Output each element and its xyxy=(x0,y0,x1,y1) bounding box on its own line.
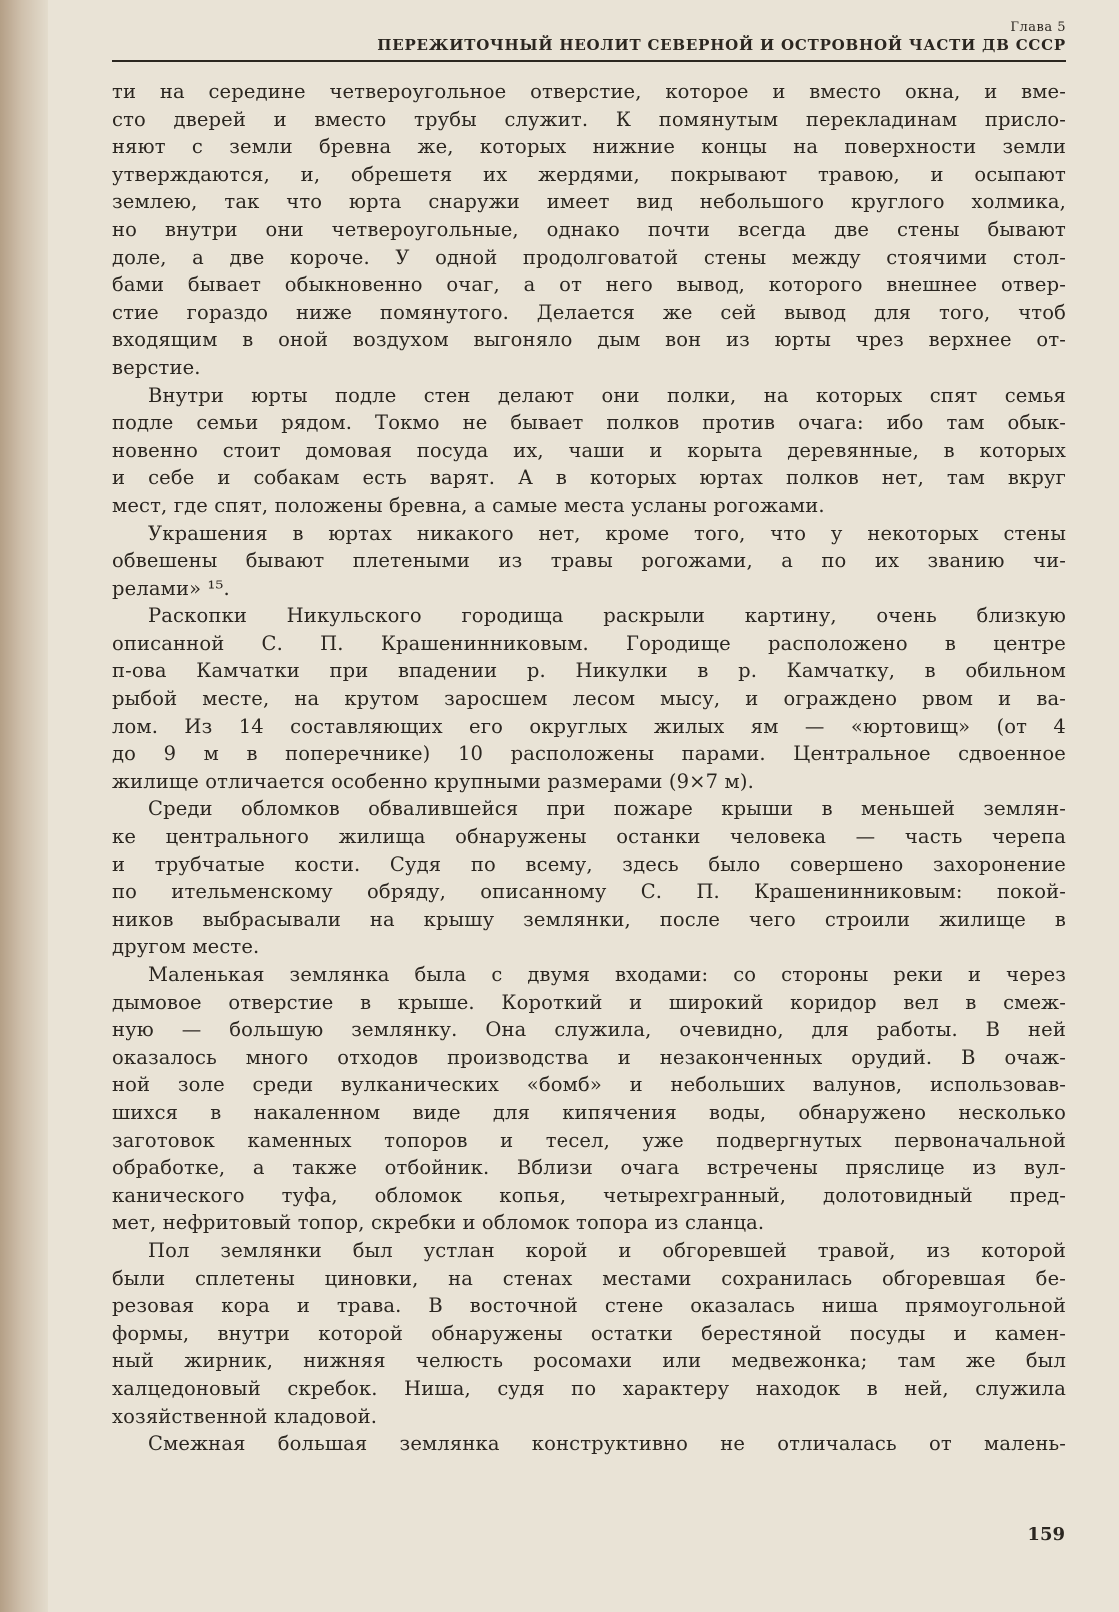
text-line: лом. Из 14 составляющих его округлых жилых ям — «юртовищ» (от 4 xyxy=(112,714,1066,738)
text-line: релами» ¹⁵. xyxy=(112,576,230,600)
text-line: описанной С. П. Крашенинниковым. Городище расположено в центре xyxy=(112,631,1066,655)
text-line: и себе и собакам есть варят. А в которых юртах полков нет, там вкруг xyxy=(112,466,1066,490)
text-line: обвешены бывают плетеными из травы рогожами, а по их званию чи- xyxy=(112,549,1066,573)
text-line: няют с земли бревна же, которых нижние концы на поверхности земли xyxy=(112,135,1066,159)
text-line: сто дверей и вместо трубы служит. К помянутым перекладинам присло- xyxy=(112,107,1066,131)
text-line: бами бывает обыкновенно очаг, а от него вывод, которого внешнее отвер- xyxy=(112,273,1066,297)
text-line: резовая кора и трава. В восточной стене оказалась ниша прямоугольной xyxy=(112,1294,1066,1318)
text-line: Украшения в юртах никакого нет, кроме того, что у некоторых стены xyxy=(148,521,1066,545)
text-line: ников выбрасывали на крышу землянки, после чего строили жилище в xyxy=(112,907,1066,931)
text-line: ную — большую землянку. Она служила, очевидно, для работы. В ней xyxy=(112,1018,1066,1042)
text-line: Пол землянки был устлан корой и обгоревшей травой, из которой xyxy=(148,1238,1066,1262)
header-rule xyxy=(112,60,1066,62)
text-line: другом месте. xyxy=(112,935,260,959)
text-line: обработке, а также отбойник. Вблизи очага встречены пряслице из вул- xyxy=(112,1156,1066,1180)
text-line: мет, нефритовый топор, скребки и обломок топора из сланца. xyxy=(112,1211,765,1235)
text-line: шихся в накаленном виде для кипячения воды, обнаружено несколько xyxy=(112,1100,1066,1124)
text-line: Маленькая землянка была с двумя входами: со стороны реки и через xyxy=(148,963,1066,986)
page-number: 159 xyxy=(1027,1524,1065,1545)
text-line: Среди обломков обвалившейся при пожаре крыши в меньшей землян- xyxy=(148,797,1066,821)
text-line: дымовое отверстие в крыше. Короткий и широкий коридор вел в смеж- xyxy=(112,990,1066,1014)
text-line: ке центрального жилища обнаружены останки человека — часть черепа xyxy=(112,825,1066,849)
text-line: оказалось много отходов производства и незаконченных орудий. В очаж- xyxy=(112,1045,1066,1069)
text-line: доле, а две короче. У одной продолговатой стены между стоячими стол- xyxy=(112,245,1066,269)
text-line: халцедоновый скребок. Ниша, судя по характеру находок в ней, служила xyxy=(112,1376,1066,1400)
text-line: мест, где спят, положены бревна, а самые места усланы рогожами. xyxy=(112,493,825,517)
text-line: утверждаются, и, обрешетя их жердями, покрывают травою, и осыпают xyxy=(112,162,1066,186)
text-line: входящим в оной воздухом выгоняло дым вон из юрты чрез верхнее от- xyxy=(112,328,1066,352)
text-line: формы, внутри которой обнаружены остатки берестяной посуды и камен- xyxy=(112,1321,1066,1345)
text-line: канического туфа, обломок копья, четырехгранный, долотовидный пред- xyxy=(112,1183,1066,1207)
body-text xyxy=(112,78,1066,1458)
book-spine-shadow xyxy=(0,0,48,1612)
text-line: до 9 м в поперечнике) 10 расположены парами. Центральное сдвоенное xyxy=(112,742,1066,766)
text-line: но внутри они четвероугольные, однако почти всегда две стены бывают xyxy=(112,217,1066,241)
chapter-label: Глава 5 xyxy=(1010,20,1066,35)
text-line: хозяйственной кладовой. xyxy=(112,1404,378,1428)
text-line: ный жирник, нижняя челюсть росомахи или медвежонка; там же был xyxy=(112,1349,1066,1373)
text-line: заготовок каменных топоров и тесел, уже подвергнутых первоначальной xyxy=(112,1128,1066,1152)
text-line: Внутри юрты подле стен делают они полки, на которых спят семья xyxy=(148,383,1066,407)
text-line: верстие. xyxy=(112,355,201,379)
text-line: стие гораздо ниже помянутого. Делается же сей вывод для того, чтоб xyxy=(112,300,1066,324)
text-line: землею, так что юрта снаружи имеет вид небольшого круглого холмика, xyxy=(112,190,1066,214)
text-line: новенно стоит домовая посуда их, чаши и корыта деревянные, в которых xyxy=(112,438,1066,462)
text-line: по ительменскому обряду, описанному С. П. Крашенинниковым: покой- xyxy=(112,880,1066,904)
text-line: ти на середине четвероугольное отверстие, которое и вместо окна, и вме- xyxy=(112,80,1066,103)
page-header xyxy=(112,18,1066,58)
text-line: рыбой месте, на крутом заросшем лесом мысу, и ограждено рвом и ва- xyxy=(112,687,1066,711)
text-line: подле семьи рядом. Токмо не бывает полков против очага: ибо там обык- xyxy=(112,411,1066,435)
text-line: ной золе среди вулканических «бомб» и небольших валунов, использовав- xyxy=(112,1073,1066,1097)
text-line: Раскопки Никульского городища раскрыли картину, очень близкую xyxy=(148,604,1066,628)
text-line: были сплетены циновки, на стенах местами сохранилась обгоревшая бе- xyxy=(112,1266,1066,1290)
text-line: и трубчатые кости. Судя по всему, здесь было совершено захоронение xyxy=(112,852,1066,876)
text-line: п-ова Камчатки при впадении р. Никулки в р. Камчатку, в обильном xyxy=(112,659,1066,683)
running-title: ПЕРЕЖИТОЧНЫЙ НЕОЛИТ СЕВЕРНОЙ И ОСТРОВНОЙ ЧАСТИ ДВ СССР xyxy=(377,36,1066,54)
text-line: жилище отличается особенно крупными размерами (9×7 м). xyxy=(112,769,754,793)
text-line: Смежная большая землянка конструктивно не отличалась от малень- xyxy=(148,1432,1066,1456)
